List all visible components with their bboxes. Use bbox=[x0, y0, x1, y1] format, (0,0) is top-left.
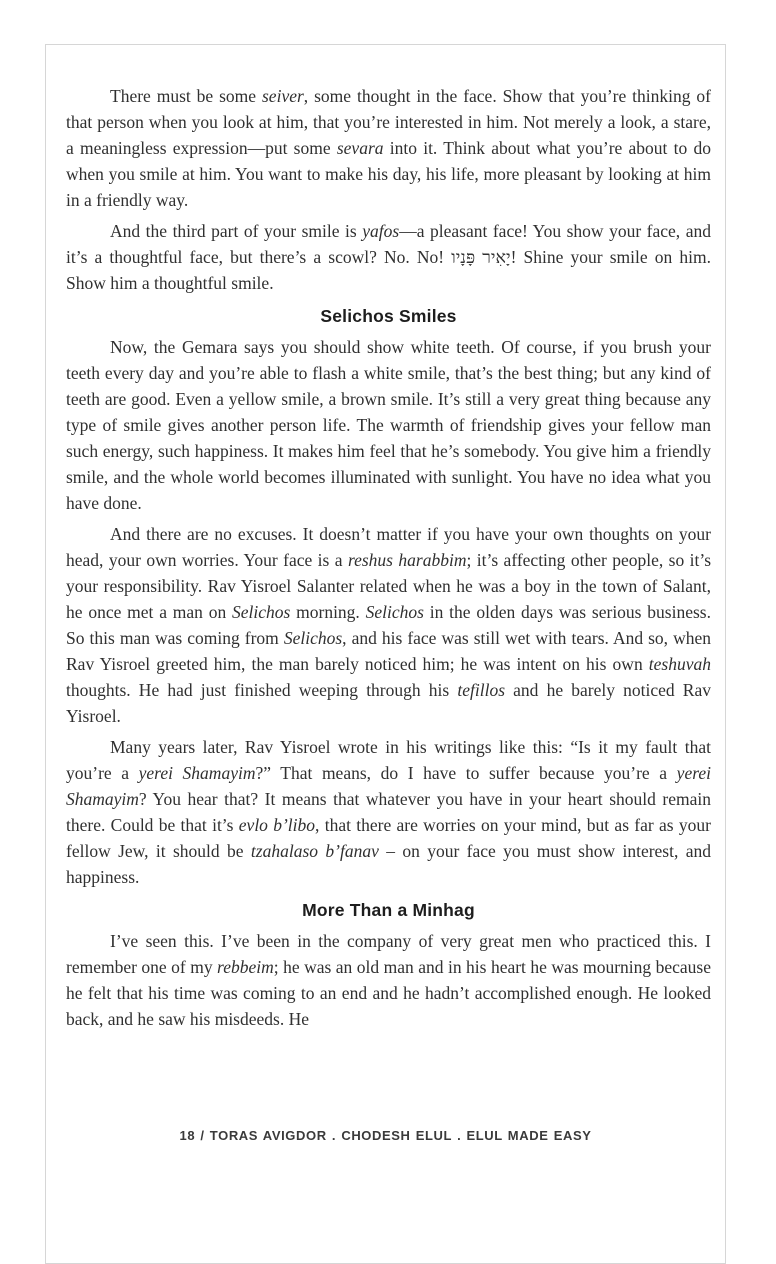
italic-term: evlo b’libo bbox=[238, 815, 316, 835]
body-paragraph: I’ve seen this. I’ve been in the company of very great men who practiced this. I remember one of my rebbeim; he was an old man and in his heart he was mourning because he felt that his time was coming to an end and he hadn’t accomplished enough. He looked back, and he saw his misdeeds. He bbox=[66, 931, 711, 1029]
italic-term: Selichos bbox=[283, 628, 343, 648]
section-heading: More Than a Minhag bbox=[302, 900, 475, 920]
italic-term: yerei Shamayim bbox=[66, 763, 711, 809]
page-footer bbox=[46, 1127, 725, 1145]
italic-term: yerei Shamayim bbox=[138, 763, 256, 783]
body-paragraph: Now, the Gemara says you should show white teeth. Of course, if you brush your teeth every day and you’re able to flash a white smile, that’s the best thing; but any kind of teeth are good. Even a yellow smile, a brown smile. It’s still a very great thing because any type of smile gives another person life. The warmth of friendship gives your fellow man such energy, such happiness. It makes him feel that he’s somebody. You give him a friendly smile, and the whole world becomes illuminated with sunlight. You have no idea what you have done. bbox=[66, 337, 711, 513]
italic-term: Selichos bbox=[232, 602, 291, 622]
italic-term: rebbeim bbox=[217, 957, 274, 977]
italic-term: seiver bbox=[262, 86, 304, 106]
body-paragraph: And there are no excuses. It doesn’t matter if you have your own thoughts on your head, your own worries. Your face is a reshus harabbim; it’s affecting other people, so it’s your responsibility. Rav Yisroel Salanter related when he was a boy in the town of Salant, he once met a man on Selichos morning. Selichos in the olden days was serious business. So this man was coming from Selichos, and his face was still wet with tears. And so, when Rav Yisroel greeted him, the man barely noticed him; he was intent on his own teshuvah thoughts. He had just finished weeping through his tefillos and he barely noticed Rav Yisroel. bbox=[66, 524, 712, 726]
article-body bbox=[66, 83, 711, 1032]
document-page bbox=[45, 44, 726, 1264]
footer-text: 18 / TORAS AVIGDOR . CHODESH ELUL . ELUL MADE EASY bbox=[179, 1128, 592, 1143]
italic-term: Selichos bbox=[365, 602, 424, 622]
italic-term: tefillos bbox=[457, 680, 506, 700]
italic-term: teshuvah bbox=[648, 654, 711, 674]
body-paragraph: There must be some seiver, some thought in the face. Show that you’re thinking of that person when you look at him, that you’re interested in him. Not merely a look, a stare, a meaningless expression—put some sevara into it. Think about what you’re about to do when you smile at him. You want to make his day, his life, more pleasant by looking at him in a friendly way. bbox=[66, 86, 712, 210]
body-paragraph: Many years later, Rav Yisroel wrote in his writings like this: “Is it my fault that you’re a yerei Shamayim?” That means, do I have to suffer because you’re a yerei Shamayim? You hear that? It means that whatever you have in your heart should remain there. Could be that it’s evlo b’libo, that there are worries on your mind, but as far as your fellow Jew, it should be tzahalaso b’fanav – on your face you must show interest, and happiness. bbox=[66, 737, 711, 887]
section-heading: Selichos Smiles bbox=[320, 306, 457, 326]
italic-term: tzahalaso b’fanav bbox=[250, 841, 379, 861]
italic-term: sevara bbox=[336, 138, 384, 158]
italic-term: reshus harabbim bbox=[347, 550, 467, 570]
italic-term: yafos bbox=[362, 221, 400, 241]
body-paragraph: And the third part of your smile is yafos—a pleasant face! You show your face, and it’s a thoughtful face, but there’s a scowl? No. No! יָאִיר פָּנָיו! Shine your smile on him. Show him a thoughtful smile. bbox=[66, 221, 712, 293]
